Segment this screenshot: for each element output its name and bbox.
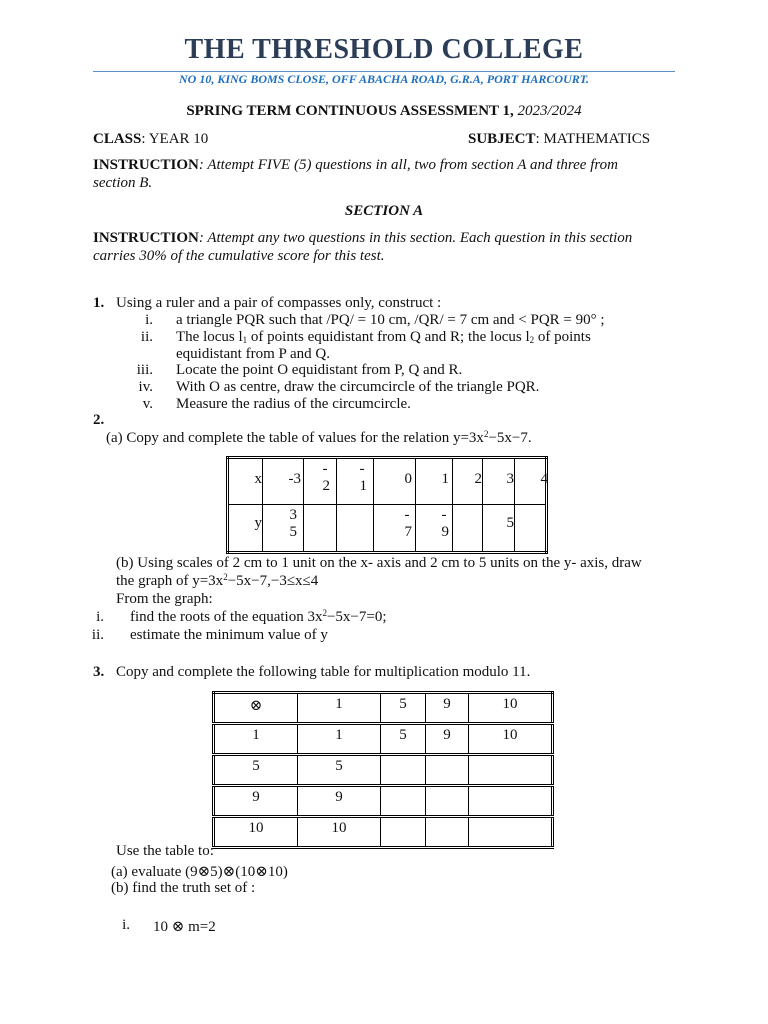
q2-sub-i-text: find the roots of the equation 3x bbox=[130, 609, 323, 625]
table-cell bbox=[426, 817, 469, 848]
table-cell bbox=[515, 458, 547, 505]
section-a-instruction-text: : Attempt any two questions in this section. Each question in this section bbox=[198, 230, 633, 246]
q1-item-iv: With O as centre, draw the circumcircle of the triangle PQR. bbox=[176, 379, 540, 395]
table-row bbox=[214, 755, 553, 786]
table-cell bbox=[483, 505, 515, 553]
q3-use-table: Use the table to: bbox=[116, 843, 214, 859]
table-cell bbox=[374, 458, 416, 505]
table-cell bbox=[515, 505, 547, 553]
q3-part-b bbox=[111, 880, 255, 897]
q2-part-a-label: (a) bbox=[106, 430, 123, 446]
q2-part-a-sup: 2 bbox=[483, 429, 489, 439]
y-value: - 9 bbox=[441, 507, 449, 540]
q2-part-a-text: Copy and complete the table of values for the relation y=3x bbox=[126, 430, 484, 446]
table-cell: 1 bbox=[214, 724, 298, 755]
table-cell bbox=[381, 786, 426, 817]
table-row bbox=[228, 458, 547, 505]
table-cell bbox=[426, 755, 469, 786]
table-cell: 9 bbox=[214, 786, 298, 817]
q1-roman-v: v. bbox=[142, 396, 153, 412]
table-cell: 5 bbox=[381, 693, 426, 724]
q3-part-b-text: find the truth set of : bbox=[132, 880, 256, 896]
q2-roman-i: i. bbox=[96, 609, 104, 625]
table-cell bbox=[304, 505, 337, 553]
instruction-line-1 bbox=[93, 157, 618, 174]
college-address: NO 10, KING BOMS CLOSE, OFF ABACHA ROAD, G.R.A, PORT HARCOURT. bbox=[179, 72, 589, 86]
subject-line bbox=[468, 131, 650, 148]
table-cell: 1 bbox=[298, 724, 381, 755]
q1-stem: Using a ruler and a pair of compasses only, construct : bbox=[116, 295, 442, 311]
college-name: THE THRESHOLD COLLEGE bbox=[184, 34, 584, 65]
q2-sub-ii: estimate the minimum value of y bbox=[130, 627, 328, 643]
table-cell bbox=[374, 505, 416, 553]
x-value: 3 bbox=[506, 471, 514, 487]
x-value: 4 bbox=[540, 471, 548, 487]
q2-sub-i-tail: −5x−7=0; bbox=[326, 609, 387, 625]
assessment-session: 2023/2024 bbox=[517, 103, 582, 119]
y-label: y bbox=[254, 515, 262, 531]
x-value: 2 bbox=[474, 471, 482, 487]
table-cell bbox=[483, 458, 515, 505]
q2-values-table bbox=[226, 456, 548, 554]
table-cell bbox=[416, 505, 453, 553]
q2-sub-i bbox=[130, 609, 387, 626]
table-cell bbox=[337, 505, 374, 553]
q1-item-ii bbox=[176, 329, 591, 346]
subject-label: SUBJECT bbox=[468, 131, 536, 147]
instruction-line-2: section B. bbox=[93, 175, 153, 191]
table-cell: 5 bbox=[381, 724, 426, 755]
class-label: CLASS bbox=[93, 131, 142, 147]
table-cell bbox=[381, 817, 426, 848]
q3-roman-i: i. bbox=[122, 917, 130, 933]
q2-part-b-line-1: (b) Using scales of 2 cm to 1 unit on the x- axis and 2 cm to 5 units on the y- axis, draw bbox=[116, 555, 642, 571]
q3-part-a-label: (a) bbox=[111, 864, 128, 880]
q1-number: 1. bbox=[93, 295, 105, 311]
assessment-title bbox=[0, 103, 768, 120]
q3-part-b-label: (b) bbox=[111, 880, 129, 896]
q3-modulo-table bbox=[212, 691, 554, 849]
table-cell: 10 bbox=[469, 693, 553, 724]
table-cell: 10 bbox=[214, 817, 298, 848]
q1-item-iii: Locate the point O equidistant from P, Q and R. bbox=[176, 362, 463, 378]
section-a-instruction-2: carries 30% of the cumulative score for this test. bbox=[93, 248, 385, 264]
table-cell bbox=[469, 786, 553, 817]
y-value: - 7 bbox=[404, 507, 412, 540]
instruction-text-1: : Attempt FIVE (5) questions in all, two from section A and three from bbox=[198, 157, 618, 173]
table-cell: 9 bbox=[426, 693, 469, 724]
q3-part-a-text: evaluate (9⊗5)⊗(10⊗10) bbox=[131, 864, 288, 880]
q2-roman-ii: ii. bbox=[91, 627, 104, 643]
x-label: x bbox=[254, 471, 262, 487]
q2-part-a bbox=[106, 430, 532, 447]
table-cell: 5 bbox=[214, 755, 298, 786]
table-cell: 9 bbox=[426, 724, 469, 755]
table-cell bbox=[469, 817, 553, 848]
table-cell: 1 bbox=[298, 693, 381, 724]
table-cell bbox=[228, 505, 263, 553]
q1-item-v: Measure the radius of the circumcircle. bbox=[176, 396, 411, 412]
q2-part-b-tail: −5x−7,−3≤x≤4 bbox=[227, 573, 319, 589]
q1-roman-i: i. bbox=[145, 312, 153, 328]
section-a-title: SECTION A bbox=[344, 203, 424, 219]
q1-item-i: a triangle PQR such that /PQ/ = 10 cm, /QR/ = 7 cm and < PQR = 90° ; bbox=[176, 312, 605, 328]
y-value: 5 bbox=[506, 515, 514, 531]
q3-number: 3. bbox=[93, 664, 105, 680]
table-cell: 10 bbox=[469, 724, 553, 755]
table-row bbox=[214, 693, 553, 724]
table-cell bbox=[263, 458, 304, 505]
section-a-instruction-label: INSTRUCTION bbox=[93, 230, 199, 246]
q3-part-a bbox=[111, 862, 288, 881]
q1-item-ii-sub-2: 2 bbox=[529, 335, 535, 345]
table-row bbox=[228, 505, 547, 553]
section-a-instruction-1 bbox=[93, 230, 632, 247]
table-cell bbox=[469, 755, 553, 786]
table-cell bbox=[426, 786, 469, 817]
assessment-name: SPRING TERM CONTINUOUS ASSESSMENT 1, bbox=[186, 103, 514, 119]
q2-part-b-sup: 2 bbox=[223, 572, 228, 582]
q2-part-a-tail: −5x−7. bbox=[488, 430, 532, 446]
x-value: 1 bbox=[441, 471, 449, 487]
q1-item-ii-part-a: The locus l bbox=[176, 329, 243, 345]
q1-roman-iii: iii. bbox=[136, 362, 153, 378]
class-value: : YEAR 10 bbox=[141, 131, 209, 147]
q2-sub-i-sup: 2 bbox=[322, 608, 327, 618]
x-value: - 2 bbox=[322, 461, 330, 494]
table-row bbox=[214, 786, 553, 817]
subject-value: : MATHEMATICS bbox=[535, 131, 651, 147]
table-cell bbox=[416, 458, 453, 505]
table-cell: ⊗ bbox=[214, 693, 298, 724]
x-value: -3 bbox=[288, 471, 301, 487]
q2-part-b-line-2 bbox=[116, 573, 318, 590]
table-cell bbox=[381, 755, 426, 786]
table-cell bbox=[304, 458, 337, 505]
q1-item-ii-cont: equidistant from P and Q. bbox=[176, 346, 331, 362]
q1-item-ii-part-b: of points equidistant from Q and R; the locus l bbox=[247, 329, 530, 345]
q2-part-b-text: the graph of y=3x bbox=[116, 573, 224, 589]
table-cell bbox=[228, 458, 263, 505]
q1-item-ii-sub-1: 1 bbox=[242, 335, 248, 345]
q1-item-ii-part-c: of points bbox=[534, 329, 591, 345]
x-value: 0 bbox=[404, 471, 412, 487]
q1-roman-ii: ii. bbox=[140, 329, 153, 345]
q2-from-graph: From the graph: bbox=[116, 591, 213, 607]
q2-number: 2. bbox=[93, 412, 105, 428]
y-value: 3 5 bbox=[289, 507, 297, 540]
x-value: - 1 bbox=[359, 461, 367, 494]
table-cell: 9 bbox=[298, 786, 381, 817]
class-line bbox=[93, 131, 208, 148]
table-row bbox=[214, 817, 553, 848]
table-row bbox=[214, 724, 553, 755]
q1-roman-iv: iv. bbox=[138, 379, 153, 395]
table-cell bbox=[337, 458, 374, 505]
table-cell: 10 bbox=[298, 817, 381, 848]
table-cell: 5 bbox=[298, 755, 381, 786]
q3-stem: Copy and complete the following table for multiplication modulo 11. bbox=[116, 664, 531, 680]
table-cell bbox=[263, 505, 304, 553]
table-cell bbox=[453, 458, 483, 505]
q3-sub-i: 10 ⊗ m=2 bbox=[153, 919, 216, 935]
table-cell bbox=[453, 505, 483, 553]
instruction-label: INSTRUCTION bbox=[93, 157, 199, 173]
